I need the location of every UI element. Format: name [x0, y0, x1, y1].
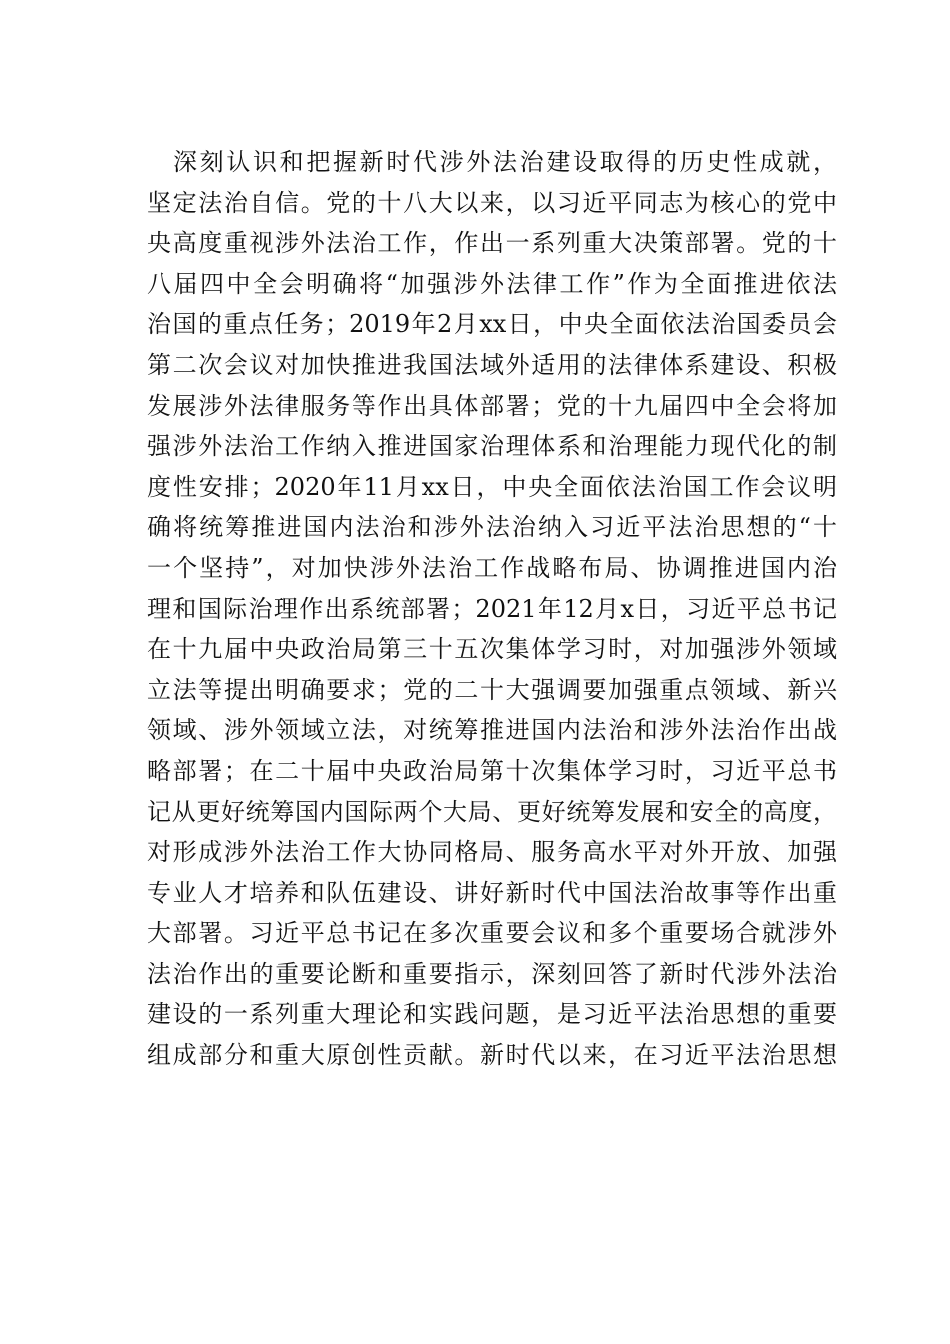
- paragraph-line: 一个坚持”，对加快涉外法治工作战略布局、协调推进国内治: [147, 553, 837, 582]
- paragraph-line: 记从更好统筹国内国际两个大局、更好统筹发展和安全的高度，: [147, 797, 837, 826]
- paragraph-line: 确将统筹推进国内法治和涉外法治纳入习近平法治思想的“十: [147, 513, 837, 542]
- body-paragraph: [147, 142, 837, 1076]
- paragraph-line: 立法等提出明确要求；党的二十大强调要加强重点领域、新兴: [147, 675, 837, 704]
- paragraph-line: 组成部分和重大原创性贡献。新时代以来，在习近平法治思想: [147, 1041, 837, 1070]
- paragraph-line: 治国的重点任务；2019年2月xx日，中央全面依法治国委员会: [147, 310, 837, 339]
- paragraph-line: 大部署。习近平总书记在多次重要会议和多个重要场合就涉外: [147, 919, 837, 948]
- paragraph-line: 理和国际治理作出系统部署；2021年12月x日，习近平总书记: [147, 594, 837, 623]
- paragraph-line: 第二次会议对加快推进我国法域外适用的法律体系建设、积极: [147, 350, 837, 379]
- paragraph-line: 略部署；在二十届中央政治局第十次集体学习时，习近平总书: [147, 756, 837, 785]
- paragraph-line: 强涉外法治工作纳入推进国家治理体系和治理能力现代化的制: [147, 432, 837, 461]
- paragraph-line: 建设的一系列重大理论和实践问题，是习近平法治思想的重要: [147, 1000, 837, 1029]
- paragraph-line: 专业人才培养和队伍建设、讲好新时代中国法治故事等作出重: [147, 878, 837, 907]
- paragraph-line: 度性安排；2020年11月xx日，中央全面依法治国工作会议明: [147, 472, 837, 501]
- paragraph-line: 坚定法治自信。党的十八大以来，以习近平同志为核心的党中: [147, 188, 837, 217]
- paragraph-line: 发展涉外法律服务等作出具体部署；党的十九届四中全会将加: [147, 391, 837, 420]
- paragraph-line: 八届四中全会明确将“加强涉外法律工作”作为全面推进依法: [147, 269, 837, 298]
- paragraph-line: 深刻认识和把握新时代涉外法治建设取得的历史性成就，: [173, 148, 837, 176]
- paragraph-line: 对形成涉外法治工作大协同格局、服务高水平对外开放、加强: [147, 838, 837, 867]
- paragraph-line: 领域、涉外领域立法，对统筹推进国内法治和涉外法治作出战: [147, 716, 837, 745]
- paragraph-line: 央高度重视涉外法治工作，作出一系列重大决策部署。党的十: [147, 229, 837, 258]
- paragraph-line: 在十九届中央政治局第三十五次集体学习时，对加强涉外领域: [147, 635, 837, 664]
- paragraph-line: 法治作出的重要论断和重要指示，深刻回答了新时代涉外法治: [147, 959, 837, 988]
